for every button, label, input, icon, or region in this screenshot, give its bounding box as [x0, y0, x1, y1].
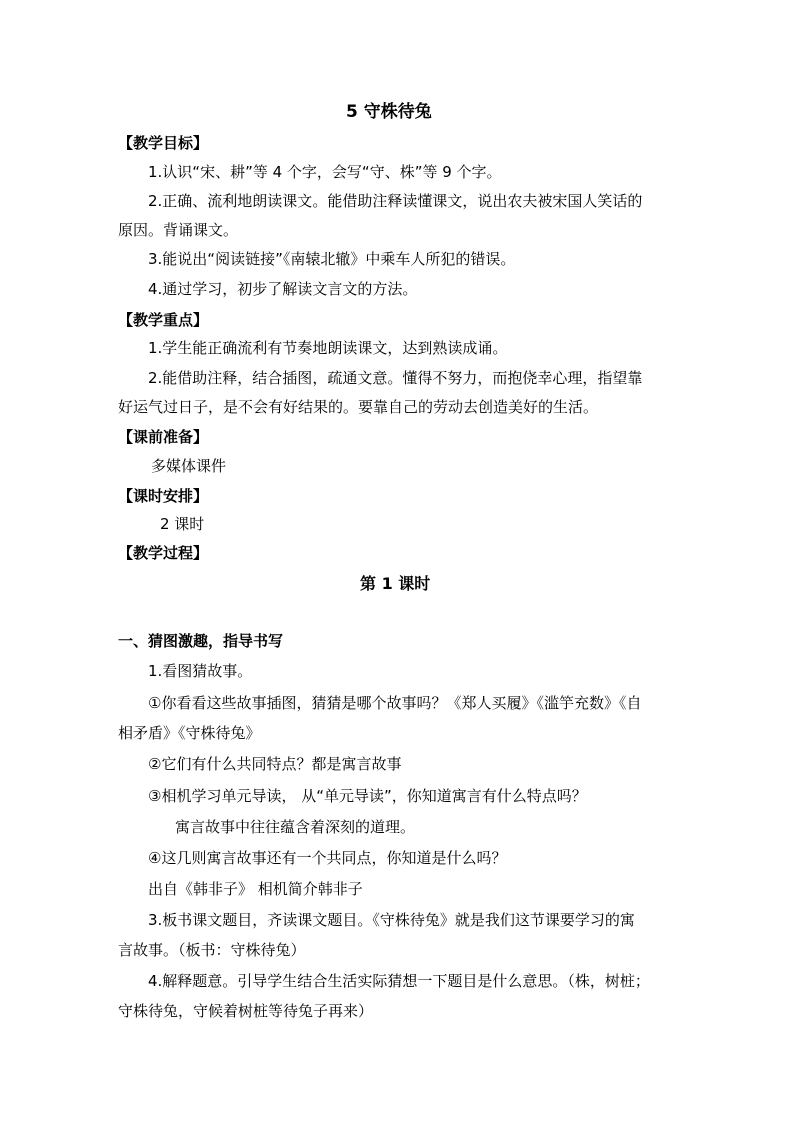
- process-line: ①你看看这些故事插图，猜猜是哪个故事吗？《郑人买履》《滥竽充数》《自: [148, 694, 642, 712]
- objectives-header: 【教学目标】: [118, 134, 209, 152]
- document-title: 5 守株待兔: [346, 102, 432, 122]
- process-line: ④这几则寓言故事还有一个共同点，你知道是什么吗？: [148, 849, 507, 867]
- process-line: 言故事。（板书：守株待兔）: [118, 941, 306, 959]
- lesson-title: 第 1 课时: [360, 574, 431, 593]
- process-header: 【教学过程】: [118, 544, 209, 562]
- objective-line: 2.正确、流利地朗读课文。能借助注释读懂课文，说出农夫被宋国人笑话的: [148, 192, 643, 210]
- process-line: ③相机学习单元导读， 从“单元导读”，你知道寓言有什么特点吗？: [148, 787, 587, 805]
- process-line: ②它们有什么共同特点？都是寓言故事: [148, 755, 402, 773]
- process-line: 3.板书课文题目，齐读课文题目。《守株待兔》就是我们这节课要学习的寓: [148, 911, 635, 929]
- preparation-text: 多媒体课件: [151, 457, 227, 475]
- key-point-line: 好运气过日子，是不会有好结果的。要靠自己的劳动去创造美好的生活。: [118, 398, 599, 416]
- process-line: 相矛盾》《守株待兔》: [118, 724, 261, 742]
- key-point-line: 2.能借助注释，结合插图，疏通文意。懂得不努力，而抱侥幸心理，指望靠: [148, 369, 643, 387]
- process-line: 4.解释题意。引导学生结合生活实际猜想一下题目是什么意思。（株，树桩；: [148, 972, 650, 990]
- objective-line: 原因。背诵课文。: [118, 221, 239, 239]
- process-line: 1.看图猜故事。: [148, 662, 253, 680]
- schedule-header: 【课时安排】: [118, 487, 209, 505]
- schedule-text: 2 课时: [160, 515, 205, 533]
- key-points-header: 【教学重点】: [118, 311, 209, 329]
- part1-heading: 一、猜图激趣，指导书写: [118, 632, 284, 650]
- objective-line: 3.能说出“阅读链接”《南辕北辙》中乘车人所犯的错误。: [148, 250, 516, 268]
- key-point-line: 1.学生能正确流利有节奏地朗读课文，达到熟读成诵。: [148, 339, 508, 357]
- process-line: 出自《韩非子》 相机简介韩非子: [148, 880, 363, 898]
- preparation-header: 【课前准备】: [118, 428, 209, 446]
- process-line: 守株待兔，守候着树桩等待兔子再来）: [118, 1002, 374, 1020]
- objective-line: 1.认识“宋、耕”等 4 个字，会写“守、株”等 9 个字。: [148, 163, 502, 181]
- process-line: 寓言故事中往往蕴含着深刻的道理。: [175, 818, 416, 836]
- objective-line: 4.通过学习，初步了解读文言文的方法。: [148, 280, 418, 298]
